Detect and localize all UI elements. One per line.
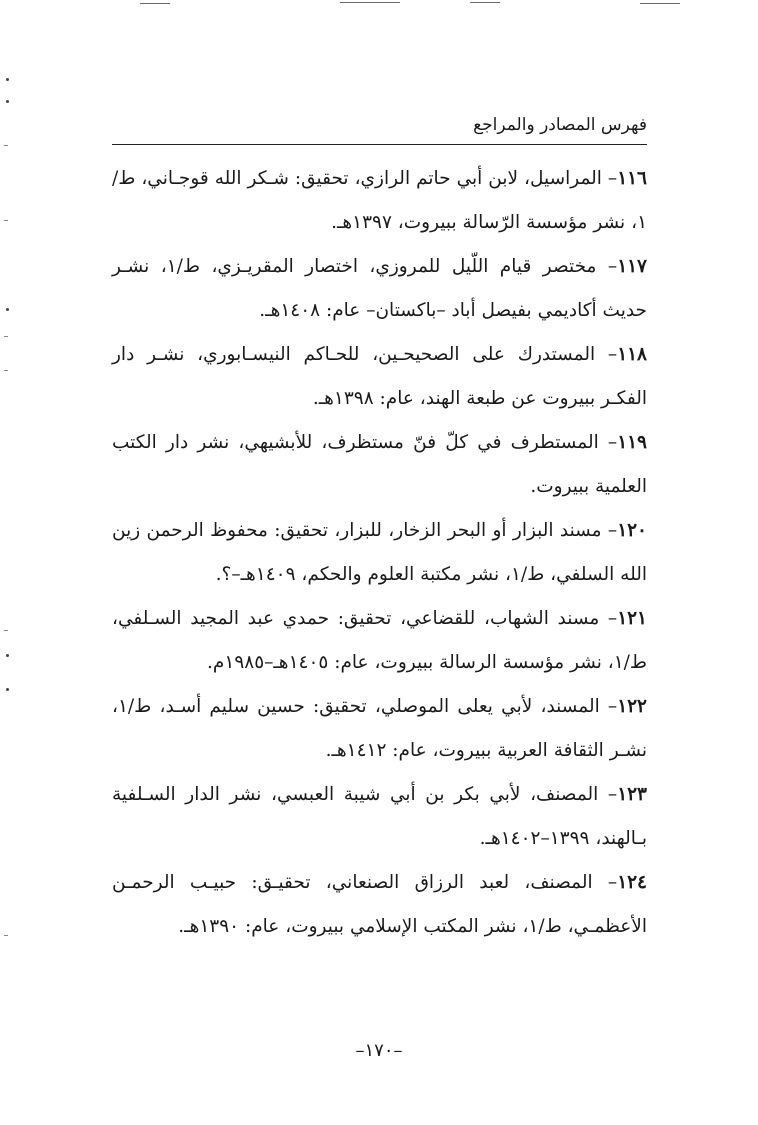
bibliography-entry	[112, 861, 647, 949]
scan-artifact-dot	[6, 78, 9, 81]
bibliography-entry	[112, 509, 647, 597]
bibliography-entry	[112, 333, 647, 421]
scan-artifact-tick	[4, 935, 8, 936]
scan-artifact-line	[140, 3, 170, 4]
entry-number: ١١٧	[617, 256, 647, 277]
entry-text: – مختصر قيام اللّيل للمروزي، اختصار المقريـزي، ط/١، نشـر حديث أكاديمي بفيصل أباد –باكستان– عام: ١٤٠٨هـ.	[112, 256, 647, 321]
scan-artifact-tick	[4, 336, 8, 337]
scan-artifact-tick	[4, 145, 8, 146]
bibliography-entry	[112, 597, 647, 685]
running-title: فهرس المصادر والمراجع	[112, 112, 647, 145]
bibliography-entry	[112, 773, 647, 861]
scan-artifact-dot	[6, 308, 9, 311]
scan-artifact-tick	[4, 630, 8, 631]
entry-number: ١٢١	[617, 608, 647, 629]
entry-text: – المصنف، لأبي بكر بن أبي شيبة العبسي، نشر الدار السـلفية بـالهند، ١٣٩٩–١٤٠٢هـ.	[112, 784, 647, 849]
entry-number: ١٢٠	[617, 520, 647, 541]
bibliography-entry	[112, 157, 647, 245]
entry-number: ١٢٤	[617, 872, 647, 893]
scan-artifact-dot	[6, 100, 9, 103]
entry-text: – المستطرف في كلّ فنّ مستظرف، للأبشيهي، نشر دار الكتب العلمية ببيروت.	[112, 432, 647, 497]
page-number: –١٧٠–	[355, 1040, 403, 1061]
bibliography-entry	[112, 245, 647, 333]
scan-artifact-line	[640, 3, 680, 4]
scan-artifact-line	[470, 2, 500, 3]
scan-artifact-tick	[4, 220, 8, 221]
bibliography-entry	[112, 421, 647, 509]
scan-artifact-line	[340, 2, 400, 3]
entry-number: ١٢٣	[617, 784, 647, 805]
scan-artifact-tick	[4, 370, 8, 371]
entry-number: ١١٦	[617, 168, 647, 189]
scan-artifact-dot	[6, 688, 9, 691]
entry-number: ١٢٢	[617, 696, 647, 717]
entry-text: – مسند الشهاب، للقضاعي، تحقيق: حمدي عبد المجيد السـلفي، ط/١، نشر مؤسسة الرسالة ببيروت، عام: ١٤٠٥هـ–١٩٨٥م.	[112, 608, 647, 673]
entry-text: – المصنف، لعبد الرزاق الصنعاني، تحقيـق: حبيـب الرحمـن الأعظمـي، ط/١، نشر المكتب الإسلامي ببيروت، عام: ١٣٩٠هـ.	[112, 872, 647, 937]
entry-text: – مسند البزار أو البحر الزخار، للبزار، تحقيق: محفوظ الرحمن زين الله السلفي، ط/١، نشر مكتبة العلوم والحكم، ١٤٠٩هـ–؟.	[112, 520, 647, 585]
bibliography-entry	[112, 685, 647, 773]
entry-number: ١١٨	[617, 344, 647, 365]
scan-artifact-dot	[6, 654, 9, 657]
entry-text: – المسند، لأبي يعلى الموصلي، تحقيق: حسين سليم أسـد، ط/١، نشـر الثقافة العربية ببيروت، عام: ١٤١٢هـ.	[112, 696, 647, 761]
entry-text: – المراسيل، لابن أبي حاتم الرازي، تحقيق: شـكر الله قوجـاني، ط/١، نشر مؤسسة الرّسالة ببيروت، ١٣٩٧هـ.	[112, 168, 647, 233]
entry-number: ١١٩	[617, 432, 647, 453]
entry-text: – المستدرك على الصحيحـين، للحـاكم النيسـابوري، نشـر دار الفكـر ببيروت عن طبعة الهند، عام: ١٣٩٨هـ.	[112, 344, 647, 409]
bibliography-page	[112, 112, 647, 949]
